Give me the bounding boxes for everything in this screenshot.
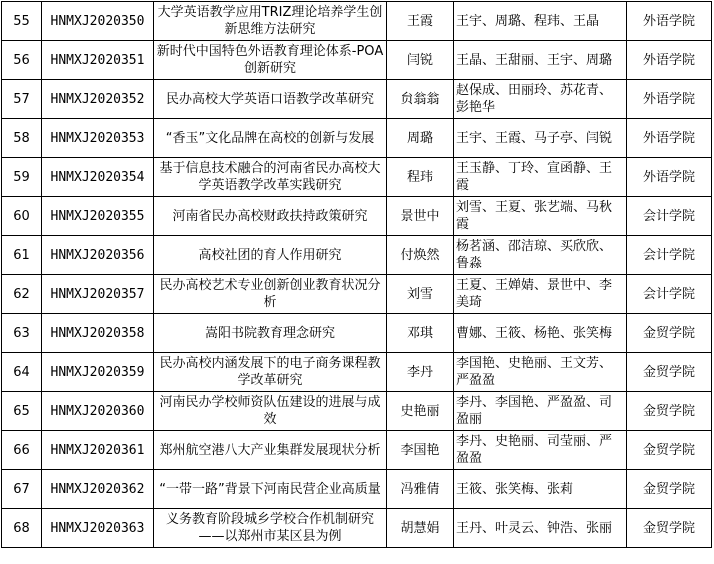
project-college: 金贸学院 — [627, 392, 712, 431]
project-title: 郑州航空港八大产业集群发展现状分析 — [154, 431, 387, 470]
project-title: 嵩阳书院教育理念研究 — [154, 314, 387, 353]
project-title: 河南民办学校师资队伍建设的进展与成效 — [154, 392, 387, 431]
row-number: 62 — [2, 275, 42, 314]
row-number: 67 — [2, 470, 42, 509]
project-code: HNMXJ2020355 — [42, 197, 154, 236]
project-college: 外语学院 — [627, 119, 712, 158]
table-row — [2, 392, 712, 431]
project-code: HNMXJ2020359 — [42, 353, 154, 392]
project-code: HNMXJ2020352 — [42, 80, 154, 119]
project-college: 外语学院 — [627, 2, 712, 41]
project-host: 史艳丽 — [387, 392, 454, 431]
row-number: 68 — [2, 509, 42, 548]
project-host: 景世中 — [387, 197, 454, 236]
project-members: 王玉静、丁玲、宣函静、王霞 — [454, 158, 627, 197]
project-title: 民办高校大学英语口语教学改革研究 — [154, 80, 387, 119]
row-number: 56 — [2, 41, 42, 80]
project-college: 外语学院 — [627, 41, 712, 80]
project-host: 冯雅倩 — [387, 470, 454, 509]
project-host: 贠翁翁 — [387, 80, 454, 119]
project-members: 杨茗涵、邵洁琼、买欣欣、鲁淼 — [454, 236, 627, 275]
project-college: 金贸学院 — [627, 314, 712, 353]
project-host: 邓琪 — [387, 314, 454, 353]
table-row — [2, 275, 712, 314]
project-host: 胡慧娟 — [387, 509, 454, 548]
row-number: 59 — [2, 158, 42, 197]
table-row — [2, 236, 712, 275]
project-college: 会计学院 — [627, 236, 712, 275]
project-members: 王夏、王婵婧、景世中、李美琦 — [454, 275, 627, 314]
project-college: 金贸学院 — [627, 431, 712, 470]
project-code: HNMXJ2020354 — [42, 158, 154, 197]
project-code: HNMXJ2020350 — [42, 2, 154, 41]
table-row — [2, 509, 712, 548]
table-row — [2, 80, 712, 119]
project-members: 王晶、王甜丽、王宇、周璐 — [454, 41, 627, 80]
project-title: 基于信息技术融合的河南省民办高校大学英语教学改革实践研究 — [154, 158, 387, 197]
row-number: 55 — [2, 2, 42, 41]
project-title: 河南省民办高校财政扶持政策研究 — [154, 197, 387, 236]
row-number: 66 — [2, 431, 42, 470]
project-members: 王宇、王霞、马子亭、闫锐 — [454, 119, 627, 158]
row-number: 60 — [2, 197, 42, 236]
table-row — [2, 197, 712, 236]
project-code: HNMXJ2020351 — [42, 41, 154, 80]
project-code: HNMXJ2020362 — [42, 470, 154, 509]
project-title: 大学英语教学应用TRIZ理论培养学生创新思维方法研究 — [154, 2, 387, 41]
project-members: 王宇、周璐、程玮、王晶 — [454, 2, 627, 41]
table-row — [2, 41, 712, 80]
row-number: 58 — [2, 119, 42, 158]
project-title: 民办高校内涵发展下的电子商务课程教学改革研究 — [154, 353, 387, 392]
project-members: 李丹、史艳丽、司莹丽、严盈盈 — [454, 431, 627, 470]
table-row — [2, 431, 712, 470]
project-table — [1, 1, 712, 548]
project-members: 李国艳、史艳丽、王文芳、严盈盈 — [454, 353, 627, 392]
row-number: 63 — [2, 314, 42, 353]
project-title: 义务教育阶段城乡学校合作机制研究——以郑州市某区县为例 — [154, 509, 387, 548]
project-host: 周璐 — [387, 119, 454, 158]
project-host: 刘雪 — [387, 275, 454, 314]
project-title: 高校社团的育人作用研究 — [154, 236, 387, 275]
project-members: 刘雪、王夏、张艺端、马秋霞 — [454, 197, 627, 236]
project-code: HNMXJ2020356 — [42, 236, 154, 275]
project-members: 赵保成、田丽玲、苏花青、彭艳华 — [454, 80, 627, 119]
row-number: 65 — [2, 392, 42, 431]
project-code: HNMXJ2020363 — [42, 509, 154, 548]
row-number: 61 — [2, 236, 42, 275]
project-code: HNMXJ2020361 — [42, 431, 154, 470]
project-members: 李丹、李国艳、严盈盈、司盈丽 — [454, 392, 627, 431]
table-row — [2, 2, 712, 41]
project-members: 王筱、张笑梅、张莉 — [454, 470, 627, 509]
project-code: HNMXJ2020357 — [42, 275, 154, 314]
project-table-body — [2, 2, 712, 548]
project-college: 外语学院 — [627, 80, 712, 119]
project-college: 会计学院 — [627, 275, 712, 314]
project-host: 付焕然 — [387, 236, 454, 275]
project-title: “一带一路”背景下河南民营企业高质量 — [154, 470, 387, 509]
project-host: 李丹 — [387, 353, 454, 392]
project-code: HNMXJ2020353 — [42, 119, 154, 158]
project-members: 曹娜、王筱、杨艳、张笑梅 — [454, 314, 627, 353]
table-row — [2, 119, 712, 158]
project-title: 民办高校艺术专业创新创业教育状况分析 — [154, 275, 387, 314]
table-row — [2, 314, 712, 353]
project-host: 闫锐 — [387, 41, 454, 80]
project-code: HNMXJ2020358 — [42, 314, 154, 353]
project-host: 王霞 — [387, 2, 454, 41]
project-host: 程玮 — [387, 158, 454, 197]
project-college: 外语学院 — [627, 158, 712, 197]
project-college: 金贸学院 — [627, 470, 712, 509]
table-row — [2, 470, 712, 509]
project-college: 金贸学院 — [627, 353, 712, 392]
project-college: 会计学院 — [627, 197, 712, 236]
project-code: HNMXJ2020360 — [42, 392, 154, 431]
row-number: 57 — [2, 80, 42, 119]
project-college: 金贸学院 — [627, 509, 712, 548]
project-title: 新时代中国特色外语教育理论体系-POA创新研究 — [154, 41, 387, 80]
row-number: 64 — [2, 353, 42, 392]
project-host: 李国艳 — [387, 431, 454, 470]
table-row — [2, 158, 712, 197]
project-title: “香玉”文化品牌在高校的创新与发展 — [154, 119, 387, 158]
table-row — [2, 353, 712, 392]
project-members: 王丹、叶灵云、钟浩、张丽 — [454, 509, 627, 548]
